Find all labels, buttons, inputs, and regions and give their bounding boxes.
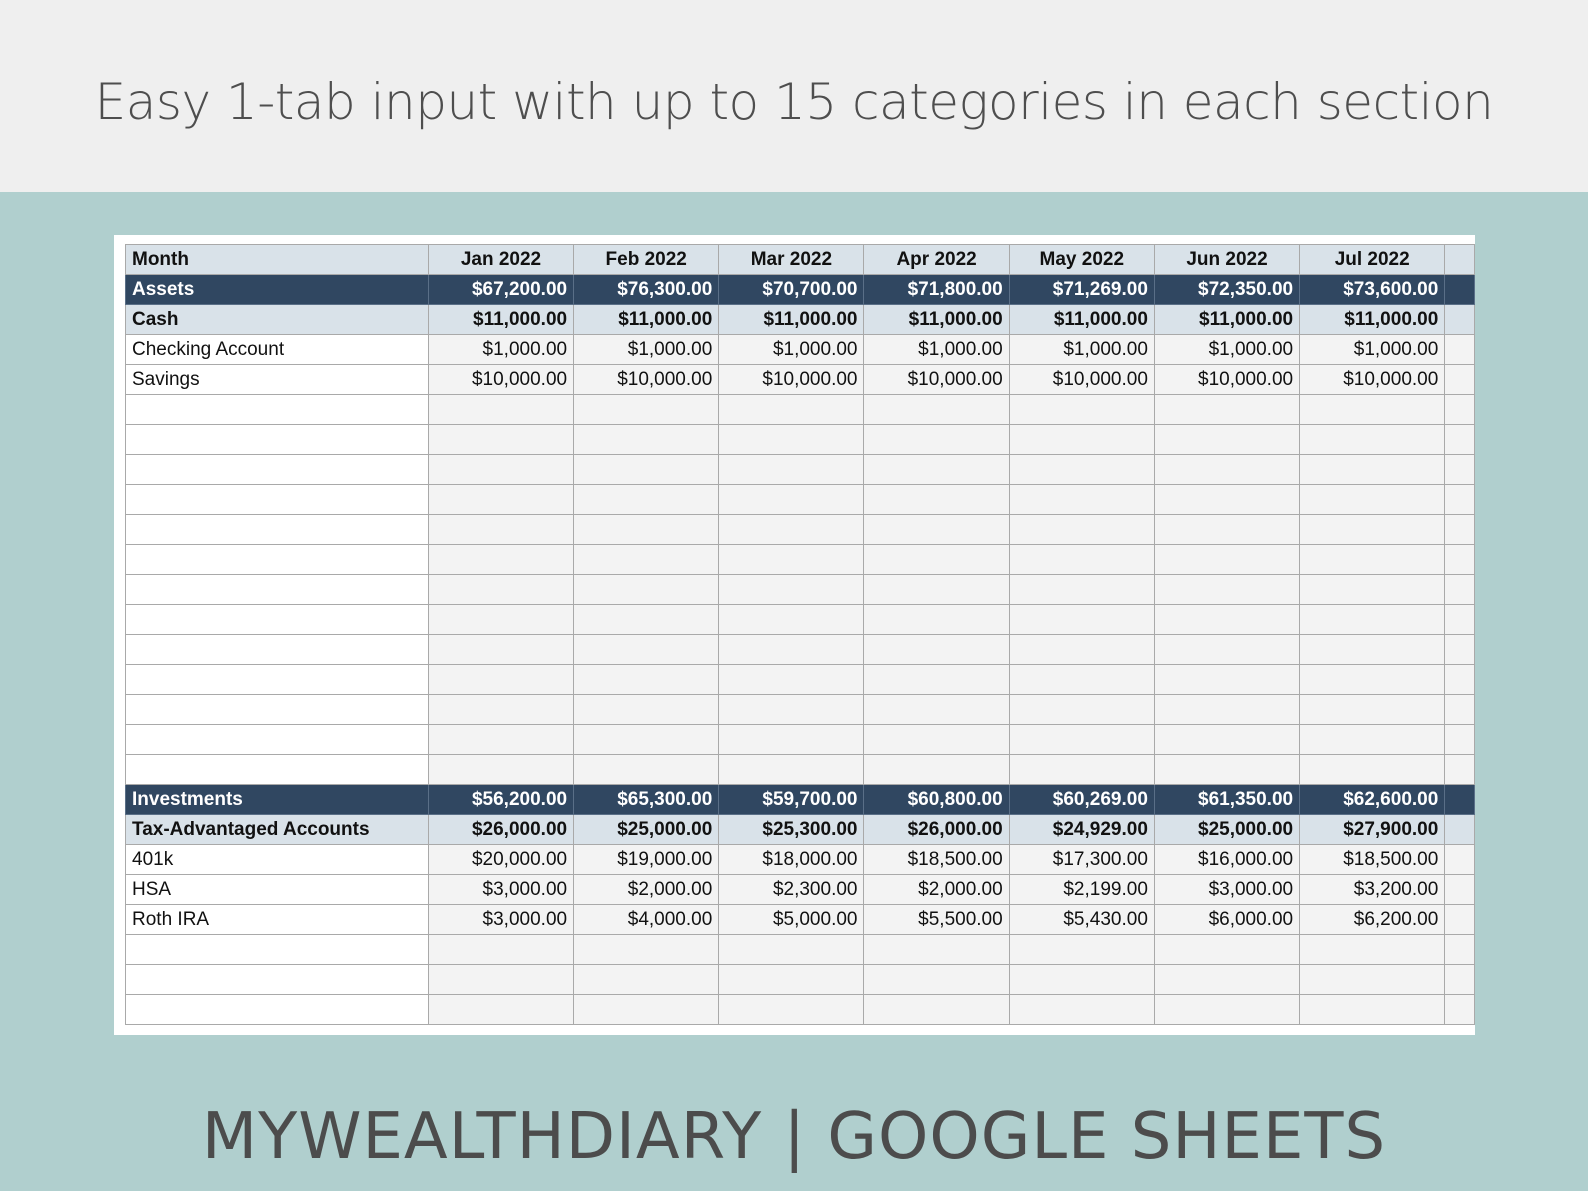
overflow-cell [1445,815,1475,845]
value-cell[interactable] [1154,995,1299,1025]
value-cell[interactable]: $3,000.00 [1154,875,1299,905]
value-cell[interactable]: $1,000.00 [1154,335,1299,365]
value-cell[interactable] [1154,695,1299,725]
value-cell[interactable] [864,665,1009,695]
value-cell[interactable] [864,605,1009,635]
value-cell[interactable] [1300,605,1445,635]
value-cell[interactable] [1300,755,1445,785]
value-cell: $56,200.00 [428,785,573,815]
value-cell[interactable] [574,545,719,575]
value-cell[interactable] [1154,485,1299,515]
value-cell[interactable] [719,755,864,785]
value-cell[interactable] [1154,665,1299,695]
value-cell[interactable] [428,455,573,485]
value-cell: $73,600.00 [1300,275,1445,305]
value-cell[interactable] [574,965,719,995]
category-cell[interactable] [126,575,429,605]
category-cell[interactable] [126,755,429,785]
value-cell[interactable]: $2,300.00 [719,875,864,905]
value-cell[interactable] [864,635,1009,665]
value-cell[interactable]: $3,000.00 [428,905,573,935]
value-cell[interactable] [864,425,1009,455]
value-cell: $25,300.00 [719,815,864,845]
value-cell[interactable] [1300,695,1445,725]
value-cell[interactable] [1300,965,1445,995]
value-cell[interactable] [1300,935,1445,965]
value-cell[interactable]: $1,000.00 [864,335,1009,365]
value-cell[interactable] [574,695,719,725]
value-cell: $25,000.00 [1154,815,1299,845]
value-cell: $71,269.00 [1009,275,1154,305]
value-cell[interactable] [574,635,719,665]
value-cell[interactable]: $2,000.00 [574,875,719,905]
value-cell: $65,300.00 [574,785,719,815]
overflow-cell [1445,605,1475,635]
value-cell[interactable] [428,515,573,545]
value-cell[interactable] [719,545,864,575]
value-cell[interactable]: $16,000.00 [1154,845,1299,875]
overflow-cell [1445,515,1475,545]
value-cell: $26,000.00 [428,815,573,845]
value-cell[interactable] [864,515,1009,545]
value-cell[interactable] [1009,725,1154,755]
empty-row [126,665,1475,695]
value-cell[interactable]: $10,000.00 [719,365,864,395]
value-cell[interactable]: $1,000.00 [1300,335,1445,365]
value-cell[interactable] [1154,725,1299,755]
value-cell[interactable] [864,725,1009,755]
overflow-cell [1445,935,1475,965]
value-cell[interactable] [1009,605,1154,635]
value-cell[interactable]: $1,000.00 [574,335,719,365]
value-cell[interactable] [428,635,573,665]
value-cell[interactable] [719,965,864,995]
value-cell[interactable] [719,605,864,635]
value-cell[interactable] [1009,395,1154,425]
month-column-header: Jun 2022 [1154,245,1299,275]
value-cell[interactable] [428,425,573,455]
value-cell[interactable] [574,395,719,425]
category-cell[interactable] [126,515,429,545]
value-cell[interactable]: $3,000.00 [428,875,573,905]
value-cell: $11,000.00 [574,305,719,335]
value-cell[interactable]: $10,000.00 [1154,365,1299,395]
value-cell[interactable] [719,395,864,425]
value-cell: $11,000.00 [864,305,1009,335]
row-label-cell: Tax-Advantaged Accounts [126,815,429,845]
value-cell[interactable] [864,455,1009,485]
value-cell[interactable]: $18,000.00 [719,845,864,875]
value-cell: $27,900.00 [1300,815,1445,845]
category-cell[interactable] [126,725,429,755]
value-cell[interactable] [1300,395,1445,425]
value-cell[interactable] [719,635,864,665]
value-cell: $60,800.00 [864,785,1009,815]
value-cell[interactable] [1009,995,1154,1025]
overflow-cell [1445,455,1475,485]
category-cell[interactable] [126,455,429,485]
value-cell: $61,350.00 [1154,785,1299,815]
value-cell[interactable] [1154,545,1299,575]
row-label-cell[interactable]: HSA [126,875,429,905]
value-cell[interactable] [719,515,864,545]
value-cell[interactable]: $18,500.00 [864,845,1009,875]
value-cell[interactable] [428,695,573,725]
overflow-cell [1445,635,1475,665]
table-row [126,905,1475,935]
value-cell: $11,000.00 [1154,305,1299,335]
empty-row [126,455,1475,485]
value-cell[interactable] [1300,425,1445,455]
value-cell: $11,000.00 [1009,305,1154,335]
value-cell[interactable]: $1,000.00 [428,335,573,365]
value-cell[interactable] [864,965,1009,995]
category-cell[interactable] [126,545,429,575]
value-cell[interactable] [428,755,573,785]
value-cell[interactable] [428,935,573,965]
value-cell[interactable] [1300,635,1445,665]
value-cell[interactable] [574,755,719,785]
value-cell[interactable] [864,485,1009,515]
value-cell[interactable] [1154,755,1299,785]
category-cell[interactable] [126,605,429,635]
month-column-header: Apr 2022 [864,245,1009,275]
value-cell[interactable]: $5,430.00 [1009,905,1154,935]
empty-row [126,725,1475,755]
overflow-cell [1445,365,1475,395]
empty-row [126,515,1475,545]
value-cell[interactable] [1300,725,1445,755]
value-cell[interactable] [574,725,719,755]
month-column-header: Feb 2022 [574,245,719,275]
category-cell[interactable] [126,995,429,1025]
overflow-cell [1445,995,1475,1025]
overflow-cell [1445,875,1475,905]
value-cell[interactable] [428,545,573,575]
value-cell[interactable] [1009,635,1154,665]
value-cell: $11,000.00 [428,305,573,335]
empty-row [126,485,1475,515]
value-cell[interactable] [1154,515,1299,545]
overflow-cell [1445,845,1475,875]
value-cell[interactable]: $10,000.00 [428,365,573,395]
value-cell[interactable] [574,665,719,695]
category-cell[interactable] [126,665,429,695]
value-cell[interactable]: $5,000.00 [719,905,864,935]
category-cell[interactable] [126,935,429,965]
value-cell[interactable]: $17,300.00 [1009,845,1154,875]
row-label-cell[interactable]: Roth IRA [126,905,429,935]
value-cell[interactable] [428,965,573,995]
value-cell[interactable]: $20,000.00 [428,845,573,875]
empty-row [126,695,1475,725]
value-cell[interactable] [1300,545,1445,575]
value-cell: $62,600.00 [1300,785,1445,815]
value-cell: $59,700.00 [719,785,864,815]
column-header-overflow [1445,245,1475,275]
empty-row [126,995,1475,1025]
value-cell[interactable] [1154,575,1299,605]
value-cell[interactable] [574,575,719,605]
value-cell[interactable] [574,485,719,515]
value-cell[interactable] [574,995,719,1025]
value-cell[interactable]: $3,200.00 [1300,875,1445,905]
value-cell[interactable] [1300,455,1445,485]
headline: Easy 1-tab input with up to 15 categories in each section [94,73,1494,131]
row-label-cell[interactable]: Checking Account [126,335,429,365]
spreadsheet-grid [125,244,1475,1025]
value-cell: $26,000.00 [864,815,1009,845]
value-cell[interactable] [864,695,1009,725]
row-label-cell[interactable]: 401k [126,845,429,875]
value-cell[interactable] [719,455,864,485]
value-cell[interactable]: $18,500.00 [1300,845,1445,875]
overflow-cell [1445,305,1475,335]
value-cell[interactable] [1154,965,1299,995]
value-cell: $11,000.00 [1300,305,1445,335]
value-cell[interactable] [864,545,1009,575]
value-cell: $72,350.00 [1154,275,1299,305]
value-cell[interactable] [864,575,1009,605]
value-cell[interactable]: $19,000.00 [574,845,719,875]
value-cell[interactable] [428,665,573,695]
value-cell[interactable] [574,515,719,545]
value-cell[interactable]: $10,000.00 [1300,365,1445,395]
row-label-cell: Cash [126,305,429,335]
value-cell[interactable]: $5,500.00 [864,905,1009,935]
overflow-cell [1445,755,1475,785]
value-cell[interactable] [428,395,573,425]
value-cell[interactable] [1154,605,1299,635]
overflow-cell [1445,965,1475,995]
value-cell[interactable] [1009,665,1154,695]
value-cell[interactable] [719,665,864,695]
value-cell[interactable]: $6,200.00 [1300,905,1445,935]
value-cell[interactable] [1009,545,1154,575]
value-cell[interactable] [864,755,1009,785]
brand-footer: MYWEALTHDIARY | GOOGLE SHEETS [201,1100,1387,1174]
overflow-cell [1445,575,1475,605]
overflow-cell [1445,425,1475,455]
value-cell[interactable] [428,605,573,635]
value-cell[interactable] [1009,935,1154,965]
overflow-cell [1445,275,1475,305]
value-cell[interactable] [1009,755,1154,785]
value-cell[interactable] [574,425,719,455]
subtotal-row [126,815,1475,845]
value-cell[interactable] [1009,485,1154,515]
value-cell[interactable] [1009,515,1154,545]
value-cell[interactable]: $1,000.00 [719,335,864,365]
value-cell[interactable] [1009,575,1154,605]
month-column-header: May 2022 [1009,245,1154,275]
month-column-header: Mar 2022 [719,245,864,275]
empty-row [126,755,1475,785]
value-cell[interactable]: $4,000.00 [574,905,719,935]
value-cell[interactable] [1154,935,1299,965]
value-cell[interactable] [1009,695,1154,725]
value-cell[interactable] [719,725,864,755]
value-cell: $71,800.00 [864,275,1009,305]
value-cell[interactable] [719,425,864,455]
value-cell[interactable]: $2,000.00 [864,875,1009,905]
value-cell[interactable] [574,605,719,635]
overflow-cell [1445,665,1475,695]
value-cell: $67,200.00 [428,275,573,305]
value-cell[interactable] [1009,425,1154,455]
value-cell[interactable] [864,935,1009,965]
value-cell[interactable] [1009,965,1154,995]
value-cell: $76,300.00 [574,275,719,305]
value-cell[interactable]: $10,000.00 [574,365,719,395]
overflow-cell [1445,695,1475,725]
overflow-cell [1445,395,1475,425]
value-cell[interactable] [864,995,1009,1025]
value-cell: $25,000.00 [574,815,719,845]
empty-row [126,935,1475,965]
section-row [126,275,1475,305]
value-cell[interactable] [574,455,719,485]
empty-row [126,965,1475,995]
top-banner [0,0,1588,192]
section-row [126,785,1475,815]
category-cell[interactable] [126,635,429,665]
category-cell[interactable] [126,425,429,455]
row-label-cell[interactable]: Savings [126,365,429,395]
category-cell[interactable] [126,485,429,515]
header-row [126,245,1475,275]
overflow-cell [1445,545,1475,575]
value-cell[interactable] [719,485,864,515]
empty-row [126,635,1475,665]
empty-row [126,425,1475,455]
value-cell[interactable] [719,935,864,965]
row-label-cell: Investments [126,785,429,815]
value-cell[interactable] [719,695,864,725]
category-cell[interactable] [126,695,429,725]
overflow-cell [1445,785,1475,815]
value-cell[interactable] [574,935,719,965]
value-cell[interactable] [1009,455,1154,485]
value-cell[interactable]: $6,000.00 [1154,905,1299,935]
value-cell[interactable] [1300,665,1445,695]
value-cell[interactable] [1154,425,1299,455]
value-cell: $11,000.00 [719,305,864,335]
value-cell: $70,700.00 [719,275,864,305]
value-cell[interactable] [428,485,573,515]
table-row [126,335,1475,365]
table-row [126,875,1475,905]
empty-row [126,395,1475,425]
value-cell[interactable] [1300,515,1445,545]
month-header-cell: Month [126,245,429,275]
value-cell[interactable] [1154,635,1299,665]
spreadsheet-body [126,245,1475,1025]
subtotal-row [126,305,1475,335]
table-row [126,845,1475,875]
category-cell[interactable] [126,395,429,425]
value-cell[interactable] [1300,995,1445,1025]
empty-row [126,575,1475,605]
value-cell[interactable] [1300,575,1445,605]
month-column-header: Jan 2022 [428,245,573,275]
overflow-cell [1445,485,1475,515]
value-cell: $24,929.00 [1009,815,1154,845]
category-cell[interactable] [126,965,429,995]
spreadsheet-preview [114,235,1475,1035]
value-cell[interactable]: $2,199.00 [1009,875,1154,905]
value-cell[interactable] [719,575,864,605]
table-row [126,365,1475,395]
empty-row [126,605,1475,635]
value-cell[interactable]: $1,000.00 [1009,335,1154,365]
value-cell[interactable] [428,725,573,755]
row-label-cell: Assets [126,275,429,305]
value-cell[interactable]: $10,000.00 [1009,365,1154,395]
month-column-header: Jul 2022 [1300,245,1445,275]
value-cell[interactable] [428,575,573,605]
value-cell[interactable] [864,395,1009,425]
value-cell[interactable] [1154,455,1299,485]
value-cell[interactable] [1154,395,1299,425]
value-cell[interactable] [719,995,864,1025]
overflow-cell [1445,905,1475,935]
value-cell[interactable] [428,995,573,1025]
value-cell[interactable] [1300,485,1445,515]
empty-row [126,545,1475,575]
overflow-cell [1445,335,1475,365]
overflow-cell [1445,725,1475,755]
value-cell: $60,269.00 [1009,785,1154,815]
value-cell[interactable]: $10,000.00 [864,365,1009,395]
